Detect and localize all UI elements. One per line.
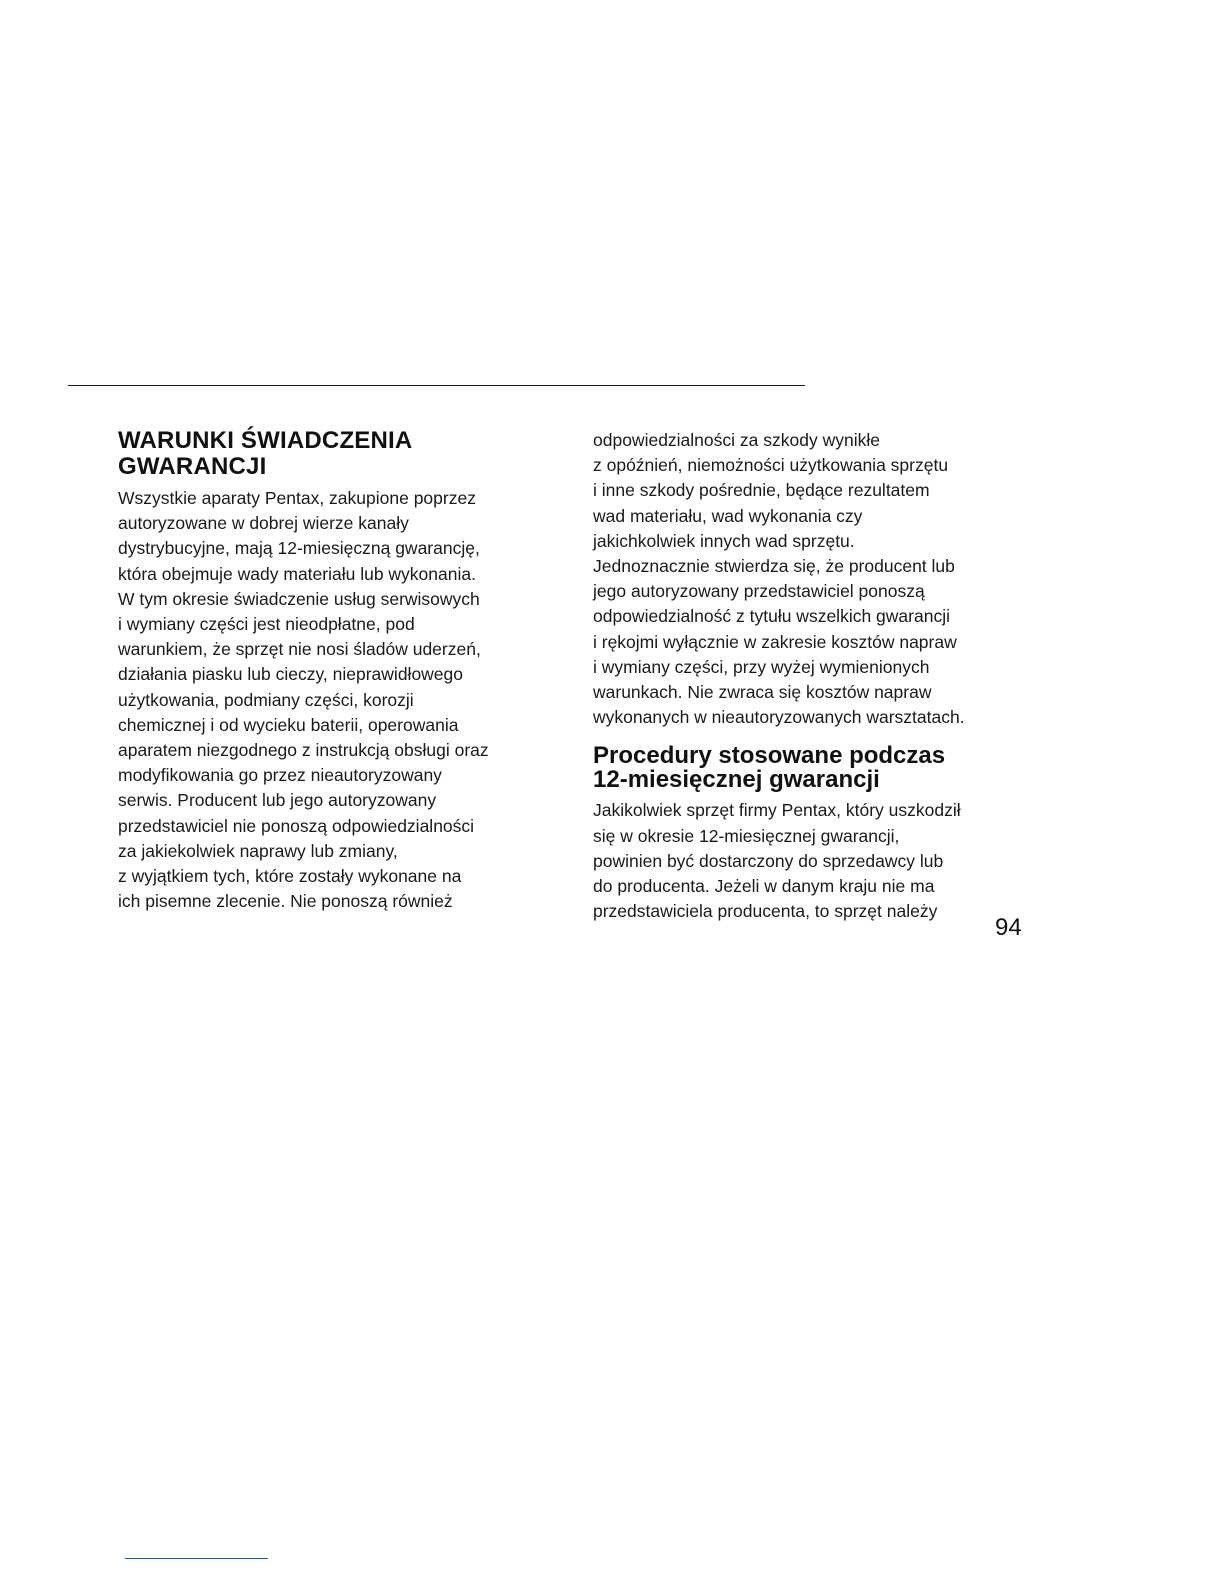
text-line: działania piasku lub cieczy, nieprawidłowego [118,664,464,685]
text-line: odpowiedzialność z tytułu wszelkich gwarancji [593,606,950,627]
text-line: powinien być dostarczony do sprzedawcy lub [593,850,944,871]
text-line: i rękojmi wyłącznie w zakresie kosztów napraw [593,631,957,652]
text-line: odpowiedzialności za szkody wynikłe [593,430,880,450]
text-line: Jakikolwiek sprzęt firmy Pentax, który uszkodził [593,800,961,821]
heading-line-2: GWARANCJI [118,453,267,480]
text-line: jego autoryzowany przedstawiciel ponoszą [593,581,925,602]
text-line: Wszystkie aparaty Pentax, zakupione poprzez [118,488,476,508]
text-line: wykonanych w nieautoryzowanych warsztatach. [593,707,965,728]
text-line: z wyjątkiem tych, które zostały wykonane na [118,866,462,887]
text-line: i wymiany części jest nieodpłatne, pod [118,614,415,635]
heading-line-1: WARUNKI ŚWIADCZENIA [118,427,413,454]
text-line: użytkowania, podmiany części, korozji [118,689,414,710]
text-line: przedstawiciela producenta, to sprzęt należy [593,901,938,922]
text-line: ich pisemne zlecenie. Nie ponoszą również [118,891,453,912]
left-column [118,428,563,914]
text-line: serwis. Producent lub jego autoryzowany [118,790,437,811]
text-line: warunkach. Nie zwraca się kosztów napraw [593,682,932,703]
text-line: z opóźnień, niemożności użytkowania sprzętu [593,455,949,476]
heading-line-2: 12-miesięcznej gwarancji [593,766,880,794]
text-line: do producenta. Jeżeli w danym kraju nie ma [593,876,935,897]
text-line: przedstawiciel nie ponoszą odpowiedzialności [118,815,475,836]
text-line: jakichkolwiek innych wad sprzętu. [593,530,855,551]
text-line: i inne szkody pośrednie, będące rezultatem [593,480,930,501]
text-line: się w okresie 12-miesięcznej gwarancji, [593,825,900,846]
top-divider [68,385,805,386]
text-line: i wymiany części, przy wyżej wymienionych [593,656,930,677]
warranty-terms-continued-paragraph [593,428,1038,730]
text-line: aparatem niezgodnego z instrukcją obsługi oraz [118,740,489,761]
text-line: która obejmuje wady materiału lub wykonania. [118,563,476,584]
heading-line-1: Procedury stosowane podczas [593,742,946,770]
text-line: za jakiekolwiek naprawy lub zmiany, [118,840,398,861]
section-heading-warranty-terms [118,428,563,480]
text-line: warunkiem, że sprzęt nie nosi śladów uderzeń, [118,639,481,660]
section-heading-warranty-procedures [593,744,1038,792]
text-line: wad materiału, wad wykonania czy [593,505,863,526]
warranty-terms-paragraph [118,486,563,914]
text-line: dystrybucyjne, mają 12-miesięczną gwarancję, [118,538,480,559]
text-line: modyfikowania go przez nieautoryzowany [118,765,442,786]
warranty-procedures-paragraph [593,798,1038,924]
text-line: chemicznej i od wycieku baterii, operowania [118,714,459,735]
page-number: 94 [995,914,1022,941]
text-line: W tym okresie świadczenie usług serwisowych [118,588,480,609]
text-line: autoryzowane w dobrej wierze kanały [118,513,409,534]
text-line: Jednoznacznie stwierdza się, że producent lub [593,556,955,577]
bottom-divider [125,1558,268,1559]
right-column [593,428,1038,924]
